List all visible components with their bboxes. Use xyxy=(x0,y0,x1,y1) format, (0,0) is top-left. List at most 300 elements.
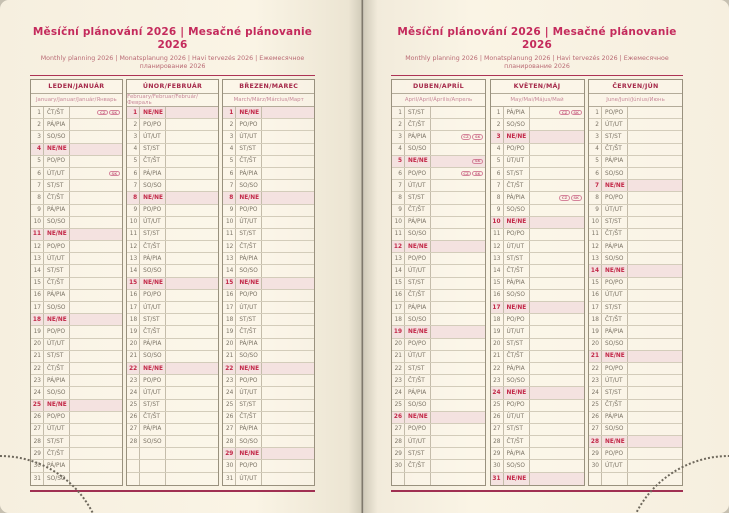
holiday-badge-cz: CZ xyxy=(559,195,570,201)
day-number: 19 xyxy=(591,328,599,335)
day-number: 30 xyxy=(33,463,41,470)
day-notes xyxy=(627,363,682,374)
month-column xyxy=(391,79,486,486)
day-number: 27 xyxy=(394,426,402,433)
day-row xyxy=(589,192,682,204)
day-row xyxy=(589,326,682,338)
day-row xyxy=(491,412,584,424)
blank-number-cell xyxy=(589,473,601,485)
day-row xyxy=(491,265,584,277)
day-notes xyxy=(261,144,314,155)
day-number: 28 xyxy=(394,438,402,445)
day-abbrev: PÁ/PIA xyxy=(235,168,261,179)
day-row xyxy=(589,253,682,265)
day-abbrev: NE/NE xyxy=(139,192,165,203)
day-abbrev: NE/NE xyxy=(503,302,529,313)
day-number: 16 xyxy=(493,292,501,299)
month-rows xyxy=(127,107,218,485)
blank-day-cell xyxy=(139,460,165,471)
day-row xyxy=(31,302,122,314)
day-notes xyxy=(165,278,218,289)
day-abbrev: SO/SO xyxy=(503,460,529,471)
day-abbrev: PO/PO xyxy=(601,278,627,289)
day-notes xyxy=(627,314,682,325)
day-row xyxy=(223,412,314,424)
month-column xyxy=(30,79,123,486)
day-number: 10 xyxy=(129,219,138,226)
day-abbrev: PO/PO xyxy=(404,424,430,435)
day-number: 20 xyxy=(394,341,402,348)
day-row xyxy=(491,351,584,363)
day-abbrev: PÁ/PIA xyxy=(235,424,261,435)
day-row xyxy=(31,351,122,363)
day-notes xyxy=(69,460,122,471)
day-notes xyxy=(529,326,584,337)
day-abbrev: SO/SO xyxy=(139,180,165,191)
day-number: 14 xyxy=(225,268,234,275)
day-number: 2 xyxy=(595,121,599,128)
holiday-badge-sk: SK xyxy=(472,159,483,165)
day-row xyxy=(392,168,485,180)
day-row xyxy=(589,241,682,253)
day-number: 20 xyxy=(33,341,41,348)
day-number: 6 xyxy=(595,170,599,177)
day-notes xyxy=(69,156,122,167)
day-number: 22 xyxy=(493,365,501,372)
day-number: 6 xyxy=(229,170,234,177)
day-abbrev: ČT/ŠT xyxy=(404,119,430,130)
day-notes xyxy=(529,424,584,435)
day-notes xyxy=(261,436,314,447)
day-abbrev: SO/SO xyxy=(503,375,529,386)
day-number: 17 xyxy=(492,304,501,311)
day-row xyxy=(31,253,122,265)
day-notes xyxy=(627,387,682,398)
day-notes xyxy=(69,424,122,435)
day-number: 11 xyxy=(394,231,402,238)
day-number: 26 xyxy=(225,414,234,421)
day-abbrev: PÁ/PIA xyxy=(601,241,627,252)
day-number: 21 xyxy=(129,353,138,360)
day-abbrev: ÚT/UT xyxy=(404,180,430,191)
day-row xyxy=(589,290,682,302)
day-number: 1 xyxy=(37,109,41,116)
day-abbrev: ČT/ŠT xyxy=(404,460,430,471)
day-notes xyxy=(165,339,218,350)
day-notes xyxy=(430,351,485,362)
day-number: 31 xyxy=(33,475,41,482)
day-notes xyxy=(261,326,314,337)
day-row xyxy=(589,278,682,290)
day-row xyxy=(491,460,584,472)
day-abbrev: NE/NE xyxy=(43,144,69,155)
day-abbrev: SO/SO xyxy=(601,339,627,350)
day-row xyxy=(589,363,682,375)
day-row xyxy=(127,351,218,363)
day-number: 28 xyxy=(33,438,41,445)
day-abbrev: NE/NE xyxy=(43,314,69,325)
day-abbrev: PO/PO xyxy=(404,168,430,179)
day-abbrev: NE/NE xyxy=(235,192,261,203)
day-notes xyxy=(627,400,682,411)
day-notes xyxy=(529,229,584,240)
day-notes xyxy=(69,436,122,447)
day-number: 1 xyxy=(595,109,599,116)
day-abbrev: ST/ST xyxy=(235,314,261,325)
bottom-rule xyxy=(391,490,683,492)
day-number: 16 xyxy=(33,292,41,299)
day-abbrev: SO/SO xyxy=(139,436,165,447)
day-abbrev: PO/PO xyxy=(601,448,627,459)
day-abbrev: ČT/ŠT xyxy=(139,241,165,252)
day-notes xyxy=(529,412,584,423)
day-abbrev: SO/SO xyxy=(235,180,261,191)
day-number: 21 xyxy=(225,353,234,360)
day-notes xyxy=(69,229,122,240)
day-row xyxy=(491,107,584,119)
day-abbrev: ÚT/UT xyxy=(43,168,69,179)
day-row xyxy=(589,265,682,277)
day-notes xyxy=(261,400,314,411)
day-row xyxy=(31,119,122,131)
day-abbrev: ST/ST xyxy=(503,168,529,179)
day-abbrev: SO/SO xyxy=(404,229,430,240)
day-abbrev: ČT/ŠT xyxy=(503,180,529,191)
day-abbrev: PÁ/PIA xyxy=(503,278,529,289)
day-number: 24 xyxy=(225,389,234,396)
day-number: 7 xyxy=(37,182,41,189)
day-abbrev: PO/PO xyxy=(235,290,261,301)
day-number: 18 xyxy=(394,316,402,323)
day-number: 27 xyxy=(225,426,234,433)
day-notes xyxy=(529,375,584,386)
holiday-badge-cz: CZ xyxy=(461,134,472,140)
day-number: 15 xyxy=(33,280,41,287)
day-row xyxy=(392,351,485,363)
day-row xyxy=(589,217,682,229)
page-title: Měsíční plánování 2026 | Mesačné plánovanie 2026 xyxy=(32,26,313,51)
day-row xyxy=(491,290,584,302)
day-number: 24 xyxy=(33,389,41,396)
day-notes xyxy=(69,290,122,301)
day-notes xyxy=(69,302,122,313)
day-notes xyxy=(627,180,682,191)
day-number: 14 xyxy=(590,268,599,275)
day-number: 8 xyxy=(398,194,402,201)
day-row xyxy=(491,278,584,290)
day-row xyxy=(127,265,218,277)
day-notes xyxy=(627,253,682,264)
day-abbrev: PO/PO xyxy=(43,326,69,337)
day-abbrev: NE/NE xyxy=(404,241,430,252)
day-row xyxy=(392,326,485,338)
day-row xyxy=(31,339,122,351)
day-notes xyxy=(627,351,682,362)
day-row xyxy=(223,314,314,326)
day-row xyxy=(127,119,218,131)
day-abbrev: SO/SO xyxy=(43,217,69,228)
day-row xyxy=(223,400,314,412)
day-abbrev: ČT/ŠT xyxy=(235,326,261,337)
day-number: 12 xyxy=(393,243,402,250)
day-row xyxy=(589,302,682,314)
day-abbrev: ČT/ŠT xyxy=(601,144,627,155)
day-row xyxy=(223,265,314,277)
holiday-badge-sk: SK xyxy=(472,171,483,177)
day-notes xyxy=(627,302,682,313)
day-row xyxy=(127,278,218,290)
day-number: 13 xyxy=(33,255,41,262)
day-number: 15 xyxy=(591,280,599,287)
day-row xyxy=(491,424,584,436)
day-row xyxy=(31,168,122,180)
day-abbrev: NE/NE xyxy=(601,436,627,447)
day-abbrev: PÁ/PIA xyxy=(139,168,165,179)
day-notes xyxy=(165,290,218,301)
day-row xyxy=(392,278,485,290)
day-abbrev: ST/ST xyxy=(601,217,627,228)
day-abbrev: ČT/ŠT xyxy=(139,156,165,167)
day-notes xyxy=(627,156,682,167)
day-row xyxy=(31,375,122,387)
day-abbrev: PO/PO xyxy=(503,400,529,411)
day-row xyxy=(127,253,218,265)
day-row xyxy=(589,460,682,472)
day-row xyxy=(589,131,682,143)
month-subtitle: March/März/Március/Март xyxy=(223,94,314,107)
day-row xyxy=(589,375,682,387)
day-row xyxy=(589,119,682,131)
day-row xyxy=(223,302,314,314)
day-number: 12 xyxy=(493,243,501,250)
day-row xyxy=(392,363,485,375)
day-number: 2 xyxy=(229,121,234,128)
day-row xyxy=(223,424,314,436)
day-abbrev: SO/SO xyxy=(139,351,165,362)
day-abbrev: ÚT/UT xyxy=(235,302,261,313)
day-abbrev: SO/SO xyxy=(235,436,261,447)
day-number: 10 xyxy=(33,219,41,226)
day-notes xyxy=(261,192,314,203)
day-abbrev: SO/SO xyxy=(601,253,627,264)
day-row xyxy=(491,205,584,217)
day-notes xyxy=(430,387,485,398)
day-abbrev: PO/PO xyxy=(139,290,165,301)
day-number: 25 xyxy=(225,402,234,409)
day-number: 5 xyxy=(229,158,234,165)
day-notes xyxy=(165,229,218,240)
day-number: 22 xyxy=(225,365,234,372)
day-number: 17 xyxy=(225,304,234,311)
day-row xyxy=(392,424,485,436)
day-row xyxy=(223,192,314,204)
day-number: 6 xyxy=(398,170,402,177)
day-number: 13 xyxy=(225,255,234,262)
day-notes xyxy=(165,436,218,447)
day-number: 16 xyxy=(591,292,599,299)
day-number: 8 xyxy=(496,194,501,201)
day-notes xyxy=(529,314,584,325)
day-row xyxy=(392,156,485,168)
day-abbrev: NE/NE xyxy=(404,412,430,423)
day-number: 4 xyxy=(229,146,234,153)
day-row xyxy=(127,205,218,217)
day-row xyxy=(127,217,218,229)
day-notes xyxy=(430,339,485,350)
day-row xyxy=(392,302,485,314)
day-abbrev: ÚT/UT xyxy=(139,387,165,398)
day-notes xyxy=(261,107,314,118)
day-number: 2 xyxy=(37,121,41,128)
day-row xyxy=(127,144,218,156)
day-row xyxy=(31,217,122,229)
day-number: 23 xyxy=(591,377,599,384)
day-abbrev: ČT/ŠT xyxy=(601,314,627,325)
holiday-badge-sk: SK xyxy=(109,171,120,177)
day-row xyxy=(491,375,584,387)
day-number: 13 xyxy=(493,255,501,262)
day-abbrev: ČT/ŠT xyxy=(139,326,165,337)
day-row xyxy=(223,131,314,143)
day-number: 3 xyxy=(229,133,234,140)
day-notes xyxy=(430,436,485,447)
day-abbrev: ST/ST xyxy=(139,314,165,325)
day-abbrev: PO/PO xyxy=(235,460,261,471)
day-abbrev: NE/NE xyxy=(601,180,627,191)
day-row xyxy=(223,107,314,119)
day-number: 13 xyxy=(591,255,599,262)
day-abbrev: PO/PO xyxy=(235,375,261,386)
day-notes xyxy=(529,473,584,485)
day-abbrev: ÚT/UT xyxy=(235,131,261,142)
day-notes xyxy=(69,400,122,411)
day-abbrev: PÁ/PIA xyxy=(139,339,165,350)
day-notes xyxy=(627,339,682,350)
day-abbrev: PÁ/PIA xyxy=(404,217,430,228)
day-number: 22 xyxy=(591,365,599,372)
day-number: 5 xyxy=(37,158,41,165)
day-notes xyxy=(430,448,485,459)
day-abbrev: ST/ST xyxy=(43,180,69,191)
day-row xyxy=(223,229,314,241)
day-row xyxy=(491,387,584,399)
day-number: 30 xyxy=(591,463,599,470)
day-abbrev: SO/SO xyxy=(43,131,69,142)
month-rows xyxy=(31,107,122,485)
day-row xyxy=(223,241,314,253)
day-abbrev: PO/PO xyxy=(43,412,69,423)
day-row xyxy=(223,460,314,472)
day-abbrev: PO/PO xyxy=(404,253,430,264)
day-number: 26 xyxy=(33,414,41,421)
day-notes xyxy=(69,192,122,203)
day-abbrev: ST/ST xyxy=(139,144,165,155)
day-number: 20 xyxy=(225,341,234,348)
day-abbrev: ÚT/UT xyxy=(601,205,627,216)
day-number: 21 xyxy=(590,353,599,360)
day-notes xyxy=(69,339,122,350)
day-abbrev: PÁ/PIA xyxy=(601,412,627,423)
day-notes xyxy=(69,278,122,289)
day-notes xyxy=(69,375,122,386)
day-number: 28 xyxy=(225,438,234,445)
day-row xyxy=(223,180,314,192)
day-number: 17 xyxy=(394,304,402,311)
day-number: 7 xyxy=(398,182,402,189)
day-notes xyxy=(627,131,682,142)
day-notes xyxy=(165,387,218,398)
day-number: 21 xyxy=(394,353,402,360)
day-number: 10 xyxy=(225,219,234,226)
month-title: DUBEN/APRÍL xyxy=(392,80,485,94)
day-row xyxy=(223,168,314,180)
month-columns-right xyxy=(391,79,683,486)
day-number: 31 xyxy=(492,475,501,482)
day-notes xyxy=(165,107,218,118)
day-notes xyxy=(430,326,485,337)
day-abbrev: PO/PO xyxy=(43,156,69,167)
day-abbrev: ÚT/UT xyxy=(503,156,529,167)
day-notes xyxy=(627,412,682,423)
day-abbrev: PÁ/PIA xyxy=(235,339,261,350)
day-row xyxy=(491,144,584,156)
day-notes xyxy=(261,131,314,142)
day-row xyxy=(589,314,682,326)
holiday-badge-sk: SK xyxy=(109,110,120,116)
day-notes xyxy=(261,253,314,264)
day-row xyxy=(223,351,314,363)
day-number: 18 xyxy=(32,316,41,323)
day-notes xyxy=(529,278,584,289)
day-number: 14 xyxy=(129,268,138,275)
day-number: 16 xyxy=(225,292,234,299)
day-number: 2 xyxy=(398,121,402,128)
day-abbrev: PÁ/PIA xyxy=(43,375,69,386)
day-abbrev: NE/NE xyxy=(601,265,627,276)
day-row xyxy=(31,180,122,192)
day-notes xyxy=(627,205,682,216)
day-number: 15 xyxy=(493,280,501,287)
day-row xyxy=(127,229,218,241)
header-rule xyxy=(391,75,683,76)
day-row xyxy=(589,351,682,363)
day-row xyxy=(392,229,485,241)
blank-day-cell xyxy=(139,448,165,459)
day-notes xyxy=(165,363,218,374)
day-number: 25 xyxy=(32,402,41,409)
day-row xyxy=(491,119,584,131)
day-notes xyxy=(261,241,314,252)
day-notes xyxy=(529,339,584,350)
day-notes xyxy=(165,217,218,228)
day-abbrev: ČT/ŠT xyxy=(404,290,430,301)
day-notes xyxy=(69,241,122,252)
day-notes xyxy=(430,119,485,130)
day-number: 4 xyxy=(398,146,402,153)
day-number: 18 xyxy=(129,316,138,323)
day-abbrev: ST/ST xyxy=(43,265,69,276)
day-number: 26 xyxy=(129,414,138,421)
day-abbrev: SO/SO xyxy=(601,168,627,179)
day-number: 9 xyxy=(595,207,599,214)
day-row xyxy=(223,339,314,351)
day-abbrev: NE/NE xyxy=(503,387,529,398)
day-notes xyxy=(529,217,584,228)
day-row xyxy=(127,387,218,399)
day-abbrev: ČT/ŠT xyxy=(503,265,529,276)
day-row xyxy=(589,424,682,436)
day-row xyxy=(589,205,682,217)
